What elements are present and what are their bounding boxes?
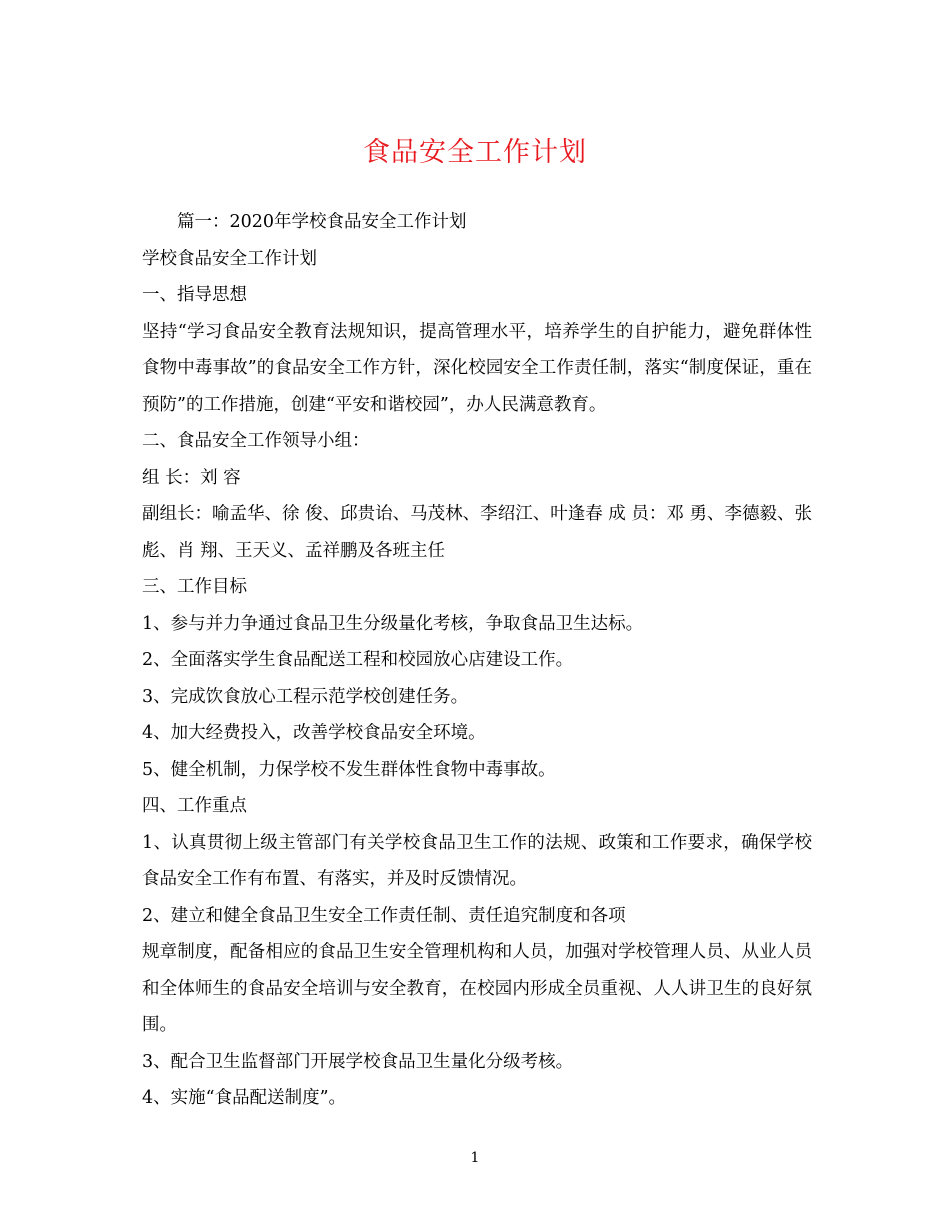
section-heading: 一、指导思想 — [142, 285, 247, 305]
list-item: 2、建立和健全食品卫生安全工作责任制、责任追究制度和各项 — [142, 905, 626, 926]
paragraph: 组 长：刘 容 — [142, 467, 241, 488]
document-subtitle: 篇一：2020年学校食品安全工作计划 — [177, 212, 467, 232]
paragraph: 坚持“学习食品安全教育法规知识，提高管理水平，培养学生的自护能力，避免群体性食物中毒事故”的食品安全工作方针，深化校园安全工作责任制，落实“制度保证，重在预防”的工作措施，创建“平安和谐校园”，办人民满意教育。 — [142, 321, 812, 415]
list-item: 1、认真贯彻上级主管部门有关学校食品卫生工作的法规、政策和工作要求，确保学校食品安全工作有布置、有落实，并及时反馈情况。 — [142, 832, 812, 889]
list-item: 1、参与并力争通过食品卫生分级量化考核，争取食品卫生达标。 — [142, 613, 644, 634]
page-number: 1 — [470, 1150, 480, 1166]
list-item: 3、配合卫生监督部门开展学校食品卫生量化分级考核。 — [142, 1051, 574, 1072]
section-heading: 二、食品安全工作领导小组： — [142, 431, 370, 451]
list-item: 3、完成饮食放心工程示范学校创建任务。 — [142, 686, 469, 707]
paragraph: 副组长：喻孟华、徐 俊、邱贵诒、马茂林、李绍江、叶逢春 成 员：邓 勇、李德毅、张 彪、肖 翔、王天义、孟祥鹏及各班主任 — [142, 504, 812, 561]
document-title: 食品安全工作计划 — [363, 137, 587, 168]
document-body — [142, 204, 812, 1117]
section-heading: 四、工作重点 — [142, 796, 247, 816]
list-item: 5、健全机制，力保学校不发生群体性食物中毒事故。 — [142, 759, 556, 780]
list-item: 2、全面落实学生食品配送工程和校园放心店建设工作。 — [142, 650, 574, 670]
paragraph: 学校食品安全工作计划 — [142, 248, 317, 269]
list-item: 4、实施“食品配送制度”。 — [142, 1088, 347, 1108]
paragraph: 规章制度，配备相应的食品卫生安全管理机构和人员，加强对学校管理人员、从业人员和全体师生的食品安全培训与安全教育，在校园内形成全员重视、人人讲卫生的良好氛围。 — [142, 942, 812, 1035]
section-heading: 三、工作目标 — [142, 577, 247, 597]
list-item: 4、加大经费投入，改善学校食品安全环境。 — [142, 723, 486, 743]
